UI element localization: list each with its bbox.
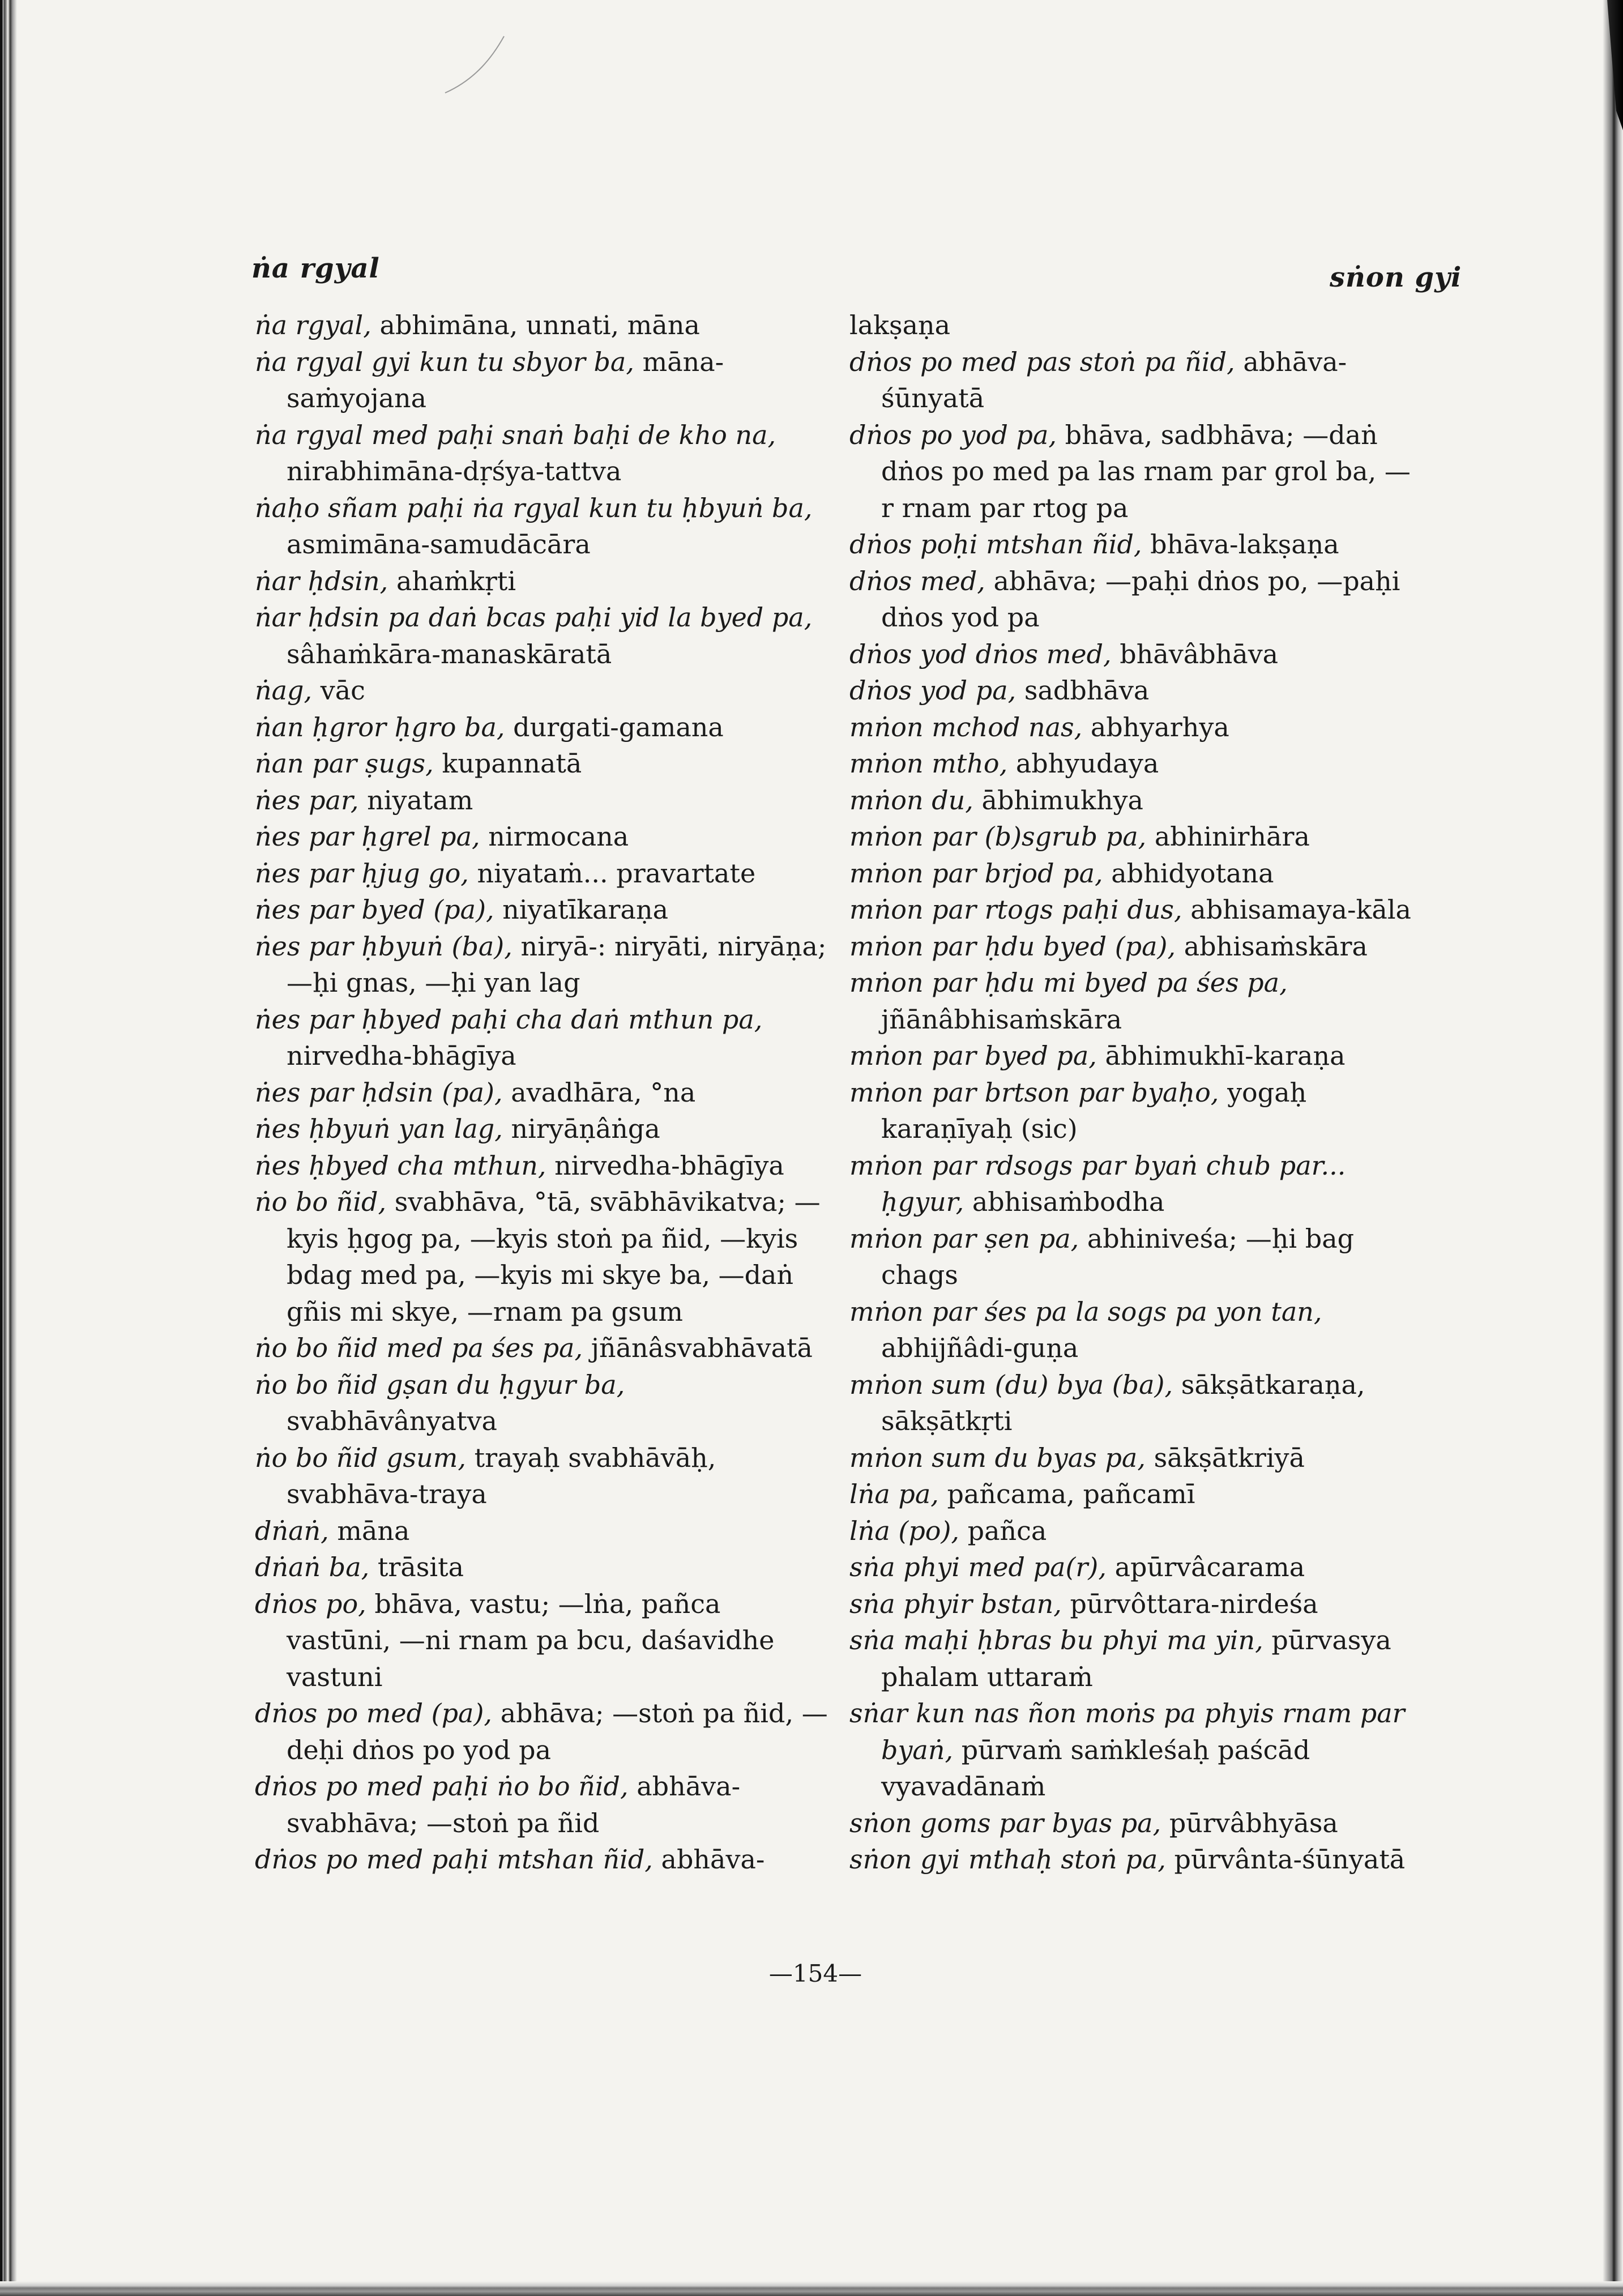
- sanskrit-equivalent: abhinirhāra: [1154, 821, 1310, 852]
- sanskrit-equivalent: abhāva; —paḥi dṅos po, —paḥi dṅos yod pa: [881, 565, 1400, 633]
- page-edge-bottom: [0, 2281, 1623, 2296]
- dictionary-entry: [255, 599, 832, 672]
- sanskrit-equivalent: niryā-: niryāti, niryāṇa; —ḥi gnas, —ḥi yan lag: [287, 931, 827, 998]
- tibetan-term: mṅon par byed pa,: [849, 1040, 1097, 1071]
- tibetan-term: ṅes ḥbyuṅ yan lag,: [255, 1113, 503, 1144]
- tibetan-term: mṅon du,: [849, 784, 973, 816]
- dictionary-entry: [849, 1147, 1421, 1220]
- sanskrit-equivalent: māna: [337, 1515, 410, 1546]
- dictionary-entry: [849, 1074, 1421, 1147]
- tibetan-term: sṅa phyi med pa(r),: [849, 1552, 1107, 1582]
- tibetan-term: ṅar ḥdsin pa daṅ bcas paḥi yid la byed pa,: [255, 602, 813, 633]
- dictionary-entry: [255, 1586, 832, 1696]
- dictionary-entry: [849, 1695, 1421, 1805]
- dictionary-entry: [255, 1549, 832, 1586]
- sanskrit-equivalent: nirmocana: [488, 821, 629, 852]
- sanskrit-equivalent: abhyudaya: [1015, 748, 1159, 779]
- tibetan-term: dṅos poḥi mtshan ñid,: [849, 529, 1142, 560]
- dictionary-entry: [849, 855, 1421, 892]
- tibetan-term: mṅon mchod nas,: [849, 711, 1083, 742]
- sanskrit-equivalent: abhidyotana: [1111, 857, 1274, 889]
- sanskrit-equivalent: abhisaṁbodha: [972, 1187, 1165, 1217]
- dictionary-entry: [849, 417, 1421, 527]
- tibetan-term: sṅa phyir bstan,: [849, 1588, 1062, 1619]
- sanskrit-equivalent: abhisamaya-kāla: [1190, 894, 1411, 925]
- dictionary-entry: [849, 563, 1421, 636]
- sanskrit-equivalent: yogaḥ karaṇīyaḥ (sic): [881, 1077, 1307, 1144]
- sanskrit-equivalent: asmimāna-samudācāra: [287, 529, 591, 560]
- tibetan-term: mṅon par brjod pa,: [849, 857, 1103, 889]
- sanskrit-equivalent: apūrvâcarama: [1114, 1552, 1305, 1582]
- tibetan-term: mṅon sum du byas pa,: [849, 1442, 1146, 1473]
- tibetan-term: ṅo bo ñid gsum,: [255, 1442, 467, 1473]
- sanskrit-equivalent: lakṣaṇa: [849, 310, 951, 340]
- sanskrit-equivalent: abhijñâdi-guṇa: [881, 1333, 1079, 1363]
- sanskrit-equivalent: svabhāvânyatva: [287, 1406, 497, 1436]
- tibetan-term: mṅon par brtson par byaḥo,: [849, 1077, 1219, 1108]
- dictionary-entry: [849, 782, 1421, 819]
- sanskrit-equivalent: ābhimukhī-karaṇa: [1105, 1040, 1346, 1071]
- tibetan-term: sṅa maḥi ḥbras bu phyi ma yin,: [849, 1625, 1263, 1655]
- tibetan-term: dṅaṅ,: [255, 1515, 329, 1546]
- dictionary-entry: [255, 1513, 832, 1550]
- dictionary-entry: [849, 526, 1421, 563]
- sanskrit-equivalent: pūrvaṁ saṁkleśaḥ paścād vyavadānaṁ: [881, 1734, 1310, 1802]
- tibetan-term: ṅa rgyal,: [255, 310, 371, 340]
- dictionary-entry: [255, 891, 832, 928]
- dictionary-entry: [255, 1147, 832, 1184]
- dictionary-entry: [255, 672, 832, 709]
- tibetan-term: mṅon mtho,: [849, 748, 1008, 779]
- page-edge-right: [1603, 0, 1623, 2296]
- tibetan-term: mṅon par rtogs paḥi dus,: [849, 894, 1182, 925]
- dictionary-entry: [255, 1841, 832, 1878]
- left-column: [255, 307, 832, 1878]
- sanskrit-equivalent: ābhimukhya: [981, 784, 1143, 816]
- tibetan-term: sṅar kun nas ñon moṅs pa phyis rnam par byaṅ,: [849, 1698, 1405, 1765]
- dictionary-entry: [849, 672, 1421, 709]
- tibetan-term: dṅos med,: [849, 565, 985, 596]
- tibetan-term: mṅon sum (du) bya (ba),: [849, 1369, 1173, 1400]
- running-head-right: sṅon gyi: [1330, 262, 1462, 293]
- dictionary-entry: [255, 1367, 832, 1440]
- sanskrit-equivalent: trāsita: [377, 1552, 464, 1582]
- sanskrit-equivalent: sākṣātkriyā: [1154, 1442, 1305, 1473]
- tibetan-term: ṅes par ḥdsin (pa),: [255, 1077, 503, 1108]
- running-head-left: ṅa rgyal: [251, 253, 380, 284]
- sanskrit-equivalent: ahaṁkṛti: [396, 565, 516, 596]
- dictionary-entry: [849, 1038, 1421, 1074]
- dictionary-entry: [849, 709, 1421, 746]
- sanskrit-equivalent: māna-saṁyojana: [287, 346, 724, 413]
- sanskrit-equivalent: abhāva-śūnyatā: [881, 346, 1347, 413]
- dictionary-entry: [849, 636, 1421, 673]
- sanskrit-equivalent: abhimāna, unnati, māna: [379, 310, 700, 340]
- dictionary-entry: [849, 1476, 1421, 1513]
- dictionary-entry: [255, 709, 832, 746]
- sanskrit-equivalent: nirvedha-bhāgīya: [287, 1040, 516, 1071]
- tibetan-term: dṅos yod dṅos med,: [849, 638, 1112, 669]
- dictionary-entry: [849, 1805, 1421, 1842]
- dictionary-entry: [255, 1184, 832, 1330]
- tibetan-term: ṅes ḥbyed cha mthun,: [255, 1150, 546, 1181]
- tibetan-term: ṅes par byed (pa),: [255, 894, 494, 925]
- dictionary-entry: [255, 1001, 832, 1074]
- dictionary-entry: [849, 1220, 1421, 1294]
- tibetan-term: dṅos yod pa,: [849, 675, 1016, 706]
- sanskrit-equivalent: nirabhimāna-dṛśya-tattva: [287, 456, 622, 486]
- tibetan-term: ṅo bo ñid gṣan du ḥgyur ba,: [255, 1369, 625, 1400]
- sanskrit-equivalent: jñānâsvabhāvatā: [591, 1333, 813, 1363]
- tibetan-term: ṅaḥo sñam paḥi ṅa rgyal kun tu ḥbyuṅ ba,: [255, 492, 813, 523]
- tibetan-term: mṅon par ḥdu mi byed pa śes pa,: [849, 967, 1288, 998]
- tibetan-term: dṅos po,: [255, 1588, 366, 1619]
- tibetan-term: sṅon goms par byas pa,: [849, 1807, 1161, 1838]
- dictionary-entry: [849, 1440, 1421, 1476]
- sanskrit-equivalent: kupannatā: [442, 748, 582, 779]
- sanskrit-equivalent: pūrvôttara-nirdeśa: [1070, 1588, 1318, 1619]
- dictionary-entry: [849, 1513, 1421, 1550]
- sanskrit-equivalent: abhisaṁskāra: [1184, 931, 1368, 962]
- dictionary-entry: [255, 563, 832, 600]
- sanskrit-equivalent: bhāva-lakṣaṇa: [1150, 529, 1339, 560]
- dictionary-entry: [849, 891, 1421, 928]
- dictionary-entry: [255, 855, 832, 892]
- dictionary-entry: [255, 1695, 832, 1768]
- tibetan-term: mṅon par ṣen pa,: [849, 1223, 1079, 1254]
- sanskrit-equivalent: sākṣātkaraṇa, sākṣātkṛti: [881, 1369, 1365, 1436]
- sanskrit-equivalent: svabhāva, °tā, svābhāvikatva; —kyis ḥgog pa, —kyis stoṅ pa ñid, —kyis bdag med pa, —kyis mi skye ba, —daṅ gñis mi skye, —rnam pa gsum: [287, 1187, 821, 1327]
- dictionary-entry: [849, 1622, 1421, 1695]
- tibetan-term: ṅa rgyal gyi kun tu sbyor ba,: [255, 346, 634, 377]
- dictionary-entry: [849, 965, 1421, 1038]
- sanskrit-equivalent: niryāṇâṅga: [511, 1113, 660, 1144]
- tibetan-term: mṅon par rdsogs par byaṅ chub par... ḥgyur,: [849, 1150, 1346, 1217]
- sanskrit-equivalent: bhāvâbhāva: [1120, 638, 1279, 669]
- dictionary-entry: [255, 490, 832, 563]
- sanskrit-equivalent: niyatam: [367, 784, 473, 816]
- dictionary-entry: [849, 1586, 1421, 1623]
- sanskrit-equivalent: abhiniveśa; —ḥi bag chags: [881, 1223, 1355, 1290]
- tibetan-term: ṅes par ḥbyed paḥi cha daṅ mthun pa,: [255, 1004, 763, 1035]
- tibetan-term: ṅes par ḥjug go,: [255, 857, 469, 889]
- dictionary-entry: [255, 1074, 832, 1111]
- tibetan-term: ṅo bo ñid,: [255, 1187, 387, 1217]
- dictionary-entry: [849, 344, 1421, 417]
- sanskrit-equivalent: bhāva, vastu; —lṅa, pañca vastūni, —ni rnam pa bcu, daśavidhe vastuni: [287, 1588, 775, 1692]
- right-column: [849, 307, 1421, 1878]
- tibetan-term: mṅon par śes pa la sogs pa yon tan,: [849, 1296, 1322, 1327]
- dictionary-entry: [255, 1768, 832, 1841]
- dictionary-entry: [849, 307, 1421, 344]
- tibetan-term: dṅos po med paḥi ṅo bo ñid,: [255, 1771, 629, 1802]
- sanskrit-equivalent: abhāva-svabhāva; —stoṅ pa ñid: [287, 1771, 741, 1838]
- dictionary-entry: [849, 745, 1421, 782]
- tibetan-term: dṅos po med pas stoṅ pa ñid,: [849, 346, 1235, 377]
- tibetan-term: lṅa pa,: [849, 1479, 939, 1509]
- sanskrit-equivalent: abhāva-: [661, 1844, 765, 1875]
- sanskrit-equivalent: abhyarhya: [1090, 711, 1229, 742]
- sanskrit-equivalent: abhāva; —stoṅ pa ñid, —deḥi dṅos po yod pa: [287, 1698, 828, 1765]
- tibetan-term: sṅon gyi mthaḥ stoṅ pa,: [849, 1844, 1166, 1875]
- sanskrit-equivalent: pañcama, pañcamī: [947, 1479, 1195, 1509]
- tibetan-term: mṅon par ḥdu byed (pa),: [849, 931, 1176, 962]
- tibetan-term: dṅos po med (pa),: [255, 1698, 493, 1729]
- dictionary-entry: [255, 1330, 832, 1367]
- dictionary-entry: [849, 818, 1421, 855]
- tibetan-term: ṅan ḥgror ḥgro ba,: [255, 711, 505, 742]
- sanskrit-equivalent: nirvedha-bhāgīya: [554, 1150, 784, 1181]
- tibetan-term: ṅar ḥdsin,: [255, 565, 388, 596]
- page-edge-left: [0, 0, 23, 2296]
- sanskrit-equivalent: vāc: [320, 675, 365, 706]
- page-number: —154—: [768, 1960, 862, 1987]
- tibetan-term: ṅes par,: [255, 784, 359, 816]
- dictionary-entry: [849, 1549, 1421, 1586]
- sanskrit-equivalent: durgati-gamana: [513, 711, 724, 742]
- tibetan-term: ṅag,: [255, 675, 313, 706]
- sanskrit-equivalent: niyatīkaraṇa: [502, 894, 669, 925]
- sanskrit-equivalent: niyataṁ... pravartate: [477, 857, 756, 889]
- sanskrit-equivalent: sâhaṁkāra-manaskāratā: [287, 638, 612, 669]
- dictionary-entry: [255, 818, 832, 855]
- dictionary-entry: [255, 307, 832, 344]
- tibetan-term: ṅes par ḥgrel pa,: [255, 821, 480, 852]
- tibetan-term: dṅos po yod pa,: [849, 419, 1057, 450]
- pencil-stroke: [442, 34, 510, 96]
- tibetan-term: ṅa rgyal med paḥi snaṅ baḥi de kho na,: [255, 419, 776, 450]
- tibetan-term: ṅo bo ñid med pa śes pa,: [255, 1333, 583, 1363]
- sanskrit-equivalent: pūrvasya phalam uttaraṁ: [881, 1625, 1391, 1692]
- dictionary-entry: [255, 344, 832, 417]
- tibetan-term: lṅa (po),: [849, 1515, 960, 1546]
- dictionary-entry: [849, 1367, 1421, 1440]
- sanskrit-equivalent: avadhāra, °na: [511, 1077, 696, 1108]
- dictionary-entry: [255, 928, 832, 1001]
- dictionary-entry: [255, 417, 832, 490]
- tibetan-term: ṅan par ṣugs,: [255, 748, 434, 779]
- dictionary-entry: [849, 1841, 1421, 1878]
- sanskrit-equivalent: trayaḥ svabhāvāḥ, svabhāva-traya: [287, 1442, 716, 1509]
- sanskrit-equivalent: jñānâbhisaṁskāra: [881, 1004, 1122, 1035]
- dictionary-entry: [849, 928, 1421, 965]
- sanskrit-equivalent: pūrvânta-śūnyatā: [1174, 1844, 1406, 1875]
- sanskrit-equivalent: pūrvâbhyāsa: [1169, 1807, 1338, 1838]
- sanskrit-equivalent: sadbhāva: [1024, 675, 1150, 706]
- tibetan-term: ṅes par ḥbyuṅ (ba),: [255, 931, 512, 962]
- sanskrit-equivalent: bhāva, sadbhāva; —daṅ dṅos po med pa las rnam par grol ba, —r rnam par rtog pa: [881, 419, 1411, 523]
- dictionary-entry: [255, 1440, 832, 1513]
- dictionary-entry: [255, 745, 832, 782]
- dictionary-entry: [255, 782, 832, 819]
- tibetan-term: dṅos po med paḥi mtshan ñid,: [255, 1844, 653, 1875]
- tibetan-term: mṅon par (b)sgrub pa,: [849, 821, 1147, 852]
- dictionary-entry: [849, 1294, 1421, 1367]
- sanskrit-equivalent: pañca: [967, 1515, 1047, 1546]
- dictionary-entry: [255, 1111, 832, 1147]
- tibetan-term: dṅaṅ ba,: [255, 1552, 370, 1582]
